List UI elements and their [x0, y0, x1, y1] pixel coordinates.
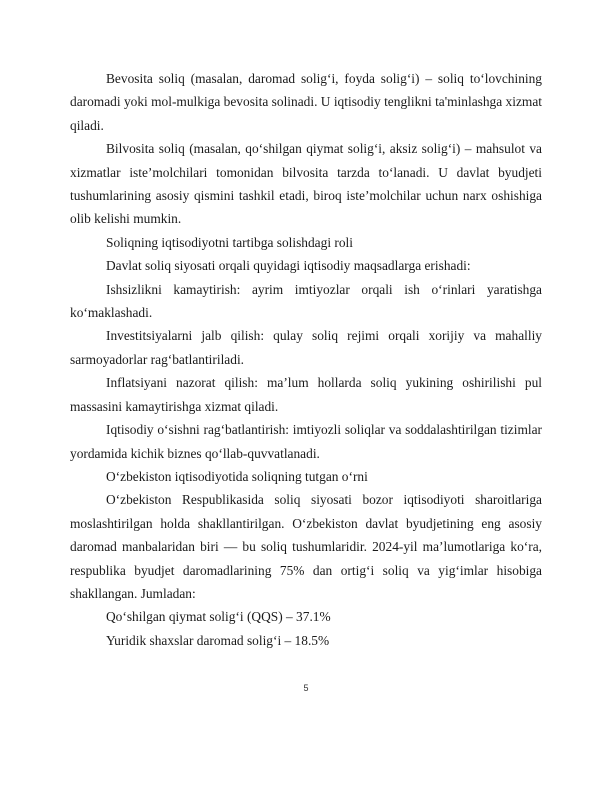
- list-item-corporate-tax: Yuridik shaxslar daromad solig‘i – 18.5%: [106, 632, 330, 648]
- heading-uzbekistan-tax: O‘zbekiston iqtisodiyotida soliqning tutgan o‘rni: [106, 468, 368, 484]
- document-body: [70, 67, 542, 652]
- list-item-vat: Qo‘shilgan qiymat solig‘i (QQS) – 37.1%: [106, 609, 331, 625]
- paragraph-inflation: Inflatsiyani nazorat qilish: ma’lum hollarda soliq yukining oshirilishi pul massasini kamaytirishga xizmat qiladi.: [70, 375, 542, 414]
- heading-tax-role: Soliqning iqtisodiyotni tartibga solishdagi roli: [106, 234, 353, 250]
- paragraph-direct-tax: Bevosita soliq (masalan, daromad solig‘i, foyda solig‘i) – soliq to‘lovchining daromadi yoki mol-mulkiga bevosita solinadi. U iqtisodiy tenglikni ta'minlashga xizmat qiladi.: [70, 71, 542, 133]
- paragraph-investment: Investitsiyalarni jalb qilish: qulay soliq rejimi orqali xorijiy va mahalliy sarmoyadorlar rag‘batlantiriladi.: [70, 328, 542, 367]
- paragraph-indirect-tax: Bilvosita soliq (masalan, qo‘shilgan qiymat solig‘i, aksiz solig‘i) – mahsulot va xizmatlar iste’molchilari tomonidan bilvosita tarzda to‘lanadi. U davlat byudjeti tushumlarining asosiy qismini tashkil etadi, biroq iste’molchilar uchun narx oshishiga olib kelishi mumkin.: [70, 141, 542, 227]
- paragraph-policy-goals: Davlat soliq siyosati orqali quyidagi iqtisodiy maqsadlarga erishadi:: [106, 258, 471, 274]
- paragraph-unemployment: Ishsizlikni kamaytirish: ayrim imtiyozlar orqali ish o‘rinlari yaratishga ko‘maklashadi.: [70, 281, 542, 321]
- paragraph-growth: Iqtisodiy o‘sishni rag‘batlantirish: imtiyozli soliqlar va soddalashtirilgan tizimlar yordamida kichik biznes qo‘llab-quvvatlanadi.: [70, 422, 542, 461]
- paragraph-uzbekistan-policy: O‘zbekiston Respublikasida soliq siyosati bozor iqtisodiyoti sharoitlariga moslashtirilgan holda shakllantirilgan. O‘zbekiston davlat byudjetining eng asosiy daromad manbalaridan biri — bu soliq tushumlaridir. 2024-yil ma’lumotlariga ko‘ra, respublika byudjet daromadlarining 75% dan ortig‘i soliq va yig‘imlar hisobiga shakllangan. Jumladan:: [70, 492, 542, 601]
- page-number: 5: [303, 683, 309, 693]
